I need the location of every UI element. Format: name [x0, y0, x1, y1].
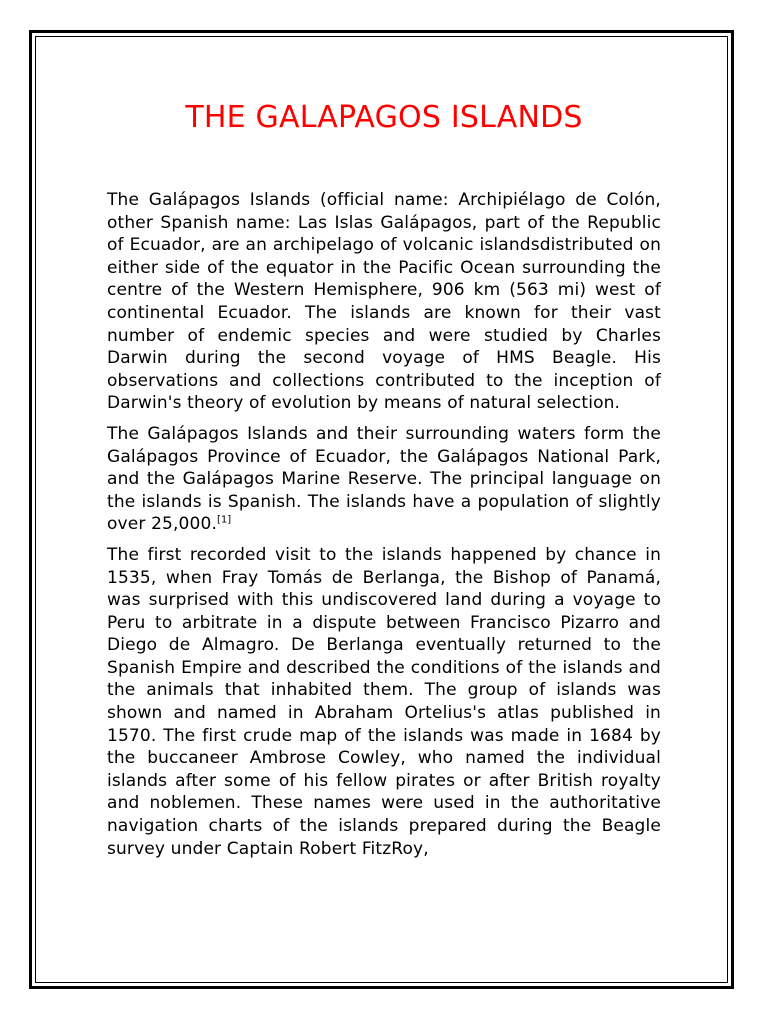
paragraph-1: [107, 189, 661, 415]
paragraph-3: [107, 544, 661, 860]
citation-1[interactable]: [1]: [217, 514, 232, 526]
paragraph-2: [107, 423, 661, 536]
paragraph-3-text: The first recorded visit to the islands happened by chance in 1535, when Fray Tomás de Berlanga, the Bishop of Panamá, was surprised with this undiscovered land during a voyage to Peru to arbitrate in a dispute between Francisco Pizarro and Diego de Almagro. De Berlanga eventually returned to the Spanish Empire and described the conditions of the islands and the animals that inhabited them. The group of islands was shown and named in Abraham Ortelius's atlas published in 1570. The first crude map of the islands was made in 1684 by the buccaneer Ambrose Cowley, who named the individual islands after some of his fellow pirates or after British royalty and noblemen. These names were used in the authoritative navigation charts of the islands prepared during the Beagle survey under Captain Robert FitzRoy,: [107, 544, 661, 859]
document-body: [107, 189, 661, 868]
paragraph-1-text: The Galápagos Islands (official name: Archipiélago de Colón, other Spanish name: Las Islas Galápagos, part of the Republic of Ecuador, are an archipelago of volcanic islandsdistributed on either side of the equator in the Pacific Ocean surrounding the centre of the Western Hemisphere, 906 km (563 mi) west of continental Ecuador. The islands are known for their vast number of endemic species and were studied by Charles Darwin during the second voyage of HMS Beagle. His observations and collections contributed to the inception of Darwin's theory of evolution by means of natural selection.: [107, 190, 661, 414]
paragraph-2-text: The Galápagos Islands and their surrounding waters form the Galápagos Province of Ecuador, the Galápagos National Park, and the Galápagos Marine Reserve. The principal language on the islands is Spanish. The islands have a population of slightly over 25,000.: [107, 423, 661, 535]
page-title: THE GALAPAGOS ISLANDS: [185, 100, 583, 135]
